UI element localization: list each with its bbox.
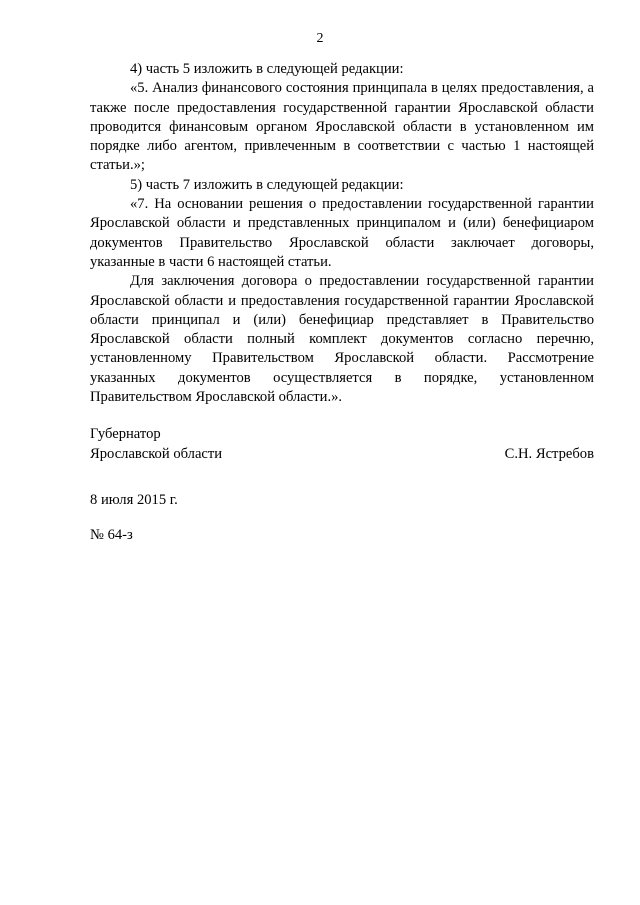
signature-title-line1: Губернатор (90, 426, 161, 442)
paragraph-item-4: 4) часть 5 изложить в следующей редакции: (130, 61, 404, 77)
document-date: 8 июля 2015 г. (90, 492, 178, 508)
document-number: № 64-з (90, 527, 133, 543)
page-number: 2 (316, 31, 324, 46)
paragraph-item-5: 5) часть 7 изложить в следующей редакции: (130, 176, 404, 193)
paragraph-part-5-text: «5. Анализ финансового состояния принципала в целях предоставления, а также после предоставления государственной гарантии Ярославской области проводится финансовым органом Ярославской области в установленном им порядке либо агентом, привлеченным в соответствии с частью 1 настоящей статьи.»; (90, 80, 594, 174)
signature-row (90, 444, 594, 464)
signature-block (90, 424, 594, 464)
document-body (90, 60, 594, 407)
signatory-name: С.Н. Ястребов (504, 446, 594, 462)
paragraph-part-7-text: «7. На основании решения о предоставлении государственной гарантии Ярославской области и представленных принципалом и (или) бенефициаром документов Правительство Ярославской области заключает договоры, указанные в части 6 настоящей статьи. (90, 196, 594, 270)
paragraph-contract-conditions: Для заключения договора о предоставлении государственной гарантии Ярославской области и предоставления государственной гарантии Ярославской области принципал и (или) бенефициар представляет в Правительство Ярославской области полный комплект документов согласно перечню, установленному Правительством Ярославской области. Рассмотрение указанных документов осуществляется в порядке, установленном Правительством Ярославской области.». (90, 273, 594, 406)
signature-title-line2: Ярославской области (90, 446, 223, 462)
